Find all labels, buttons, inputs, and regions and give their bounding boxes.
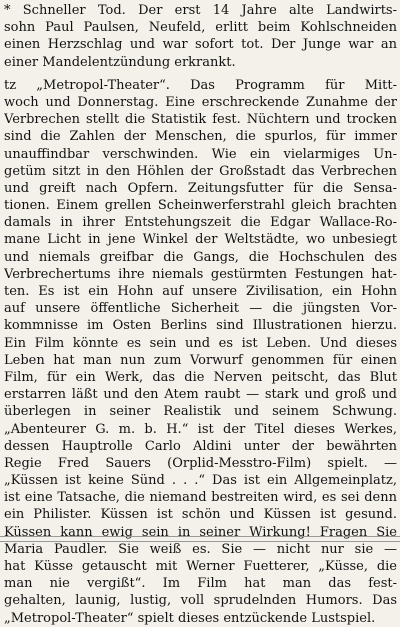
text-line: mane Licht in jene Winkel der Weltstädte, wo unbesiegt [4,232,397,248]
text-line: hat Küsse getauscht mit Werner Fuetterer, „Küsse, die [4,559,397,574]
article-metropol-theater [4,77,397,627]
text-line: unauffindbar verschwinden. Wie ein vielarmiges Un- [4,146,397,162]
text-line: Verbrechen stellt die Statistik fest. Nüchtern und trocken [4,112,397,128]
text-line: einen Herzschlag und war sofort tot. Der Junge war an [4,37,397,53]
article-schneller-tod [4,2,397,71]
text-line: sind die Zahlen der Menschen, die spurlos, für immer [4,129,397,145]
text-line: überlegen in seiner Realistik und seinem Schwung. [4,404,397,420]
text-line: getüm sitzt in den Höhlen der Großstadt das Verbrechen [4,163,397,179]
text-line: * Schneller Tod. Der erst 14 Jahre alte Landwirts- [4,3,397,18]
text-line: woch und Donnerstag. Eine erschreckende Zunahme der [4,94,397,110]
text-line: Regie Fred Sauers (Orplid-Messtro-Film) spielt. — [4,455,397,471]
text-line: ein Philister. Küssen ist schön und Küssen ist gesund. [4,507,397,523]
text-line: Verbrechertums ihre niemals gestürmten Festungen hat- [4,266,397,282]
text-line: auf unsere öffentliche Sicherheit — die jüngsten Vor- [4,301,397,317]
text-line: kommnisse im Osten Berlins sind Illustrationen hierzu. [4,318,397,334]
text-line: man nie vergißt“. Im Film hat man das fest- [4,576,397,592]
text-line: gehalten, launig, lustig, voll sprudelnden Humors. Das [4,593,397,609]
text-line: und greift nach Opfern. Zeitungsfutter für die Sensa- [4,180,397,196]
text-line: dessen Hauptrolle Carlo Aldini unter der bewährten [4,438,397,454]
text-line: tionen. Einem grellen Scheinwerferstrahl gleich brachten [4,198,397,214]
text-line: ist eine Tatsache, die niemand bestreiten wird, es sei denn [4,490,397,506]
text-line: Ein Film könnte es sein und es ist Leben. Und dieses [4,335,397,351]
text-line: und niemals greifbar die Gangs, die Hochschulen des [4,249,397,265]
text-line: erstarren läßt und den Atem raubt — stark und groß und [4,387,397,403]
text-line: Leben hat man nun zum Vorwurf genommen für einen [4,352,397,368]
text-line: damals in ihrer Entstehungszeit die Edgar Wallace-Ro- [4,215,397,231]
text-line: Film, für ein Werk, das die Nerven peitscht, das Blut [4,369,397,385]
text-line: Küssen kann ewig sein in seiner Wirkung! Fragen Sie [4,524,397,540]
text-line: „Küssen ist keine Sünd . . .“ Das ist ein Allgemeinplatz, [4,473,397,489]
text-line: sohn Paul Paulsen, Neufeld, erlitt beim Kohlschneiden [4,20,397,36]
text-line: einer Mandelentzündung erkrankt. [4,54,236,70]
text-line: „Metropol-Theater“ spielt dieses entzückende Lustspiel. [4,610,376,626]
text-line: Maria Paudler. Sie weiß es. Sie — nicht nur sie — [4,541,397,557]
text-line: ten. Es ist ein Hohn auf unsere Zivilisation, ein Hohn [4,284,397,299]
bottom-divider [0,536,400,542]
text-line: „Abenteurer G. m. b. H.“ ist der Titel dieses Werkes, [4,421,397,437]
text-line: tz „Metropol-Theater“. Das Programm für Mitt- [4,77,397,93]
